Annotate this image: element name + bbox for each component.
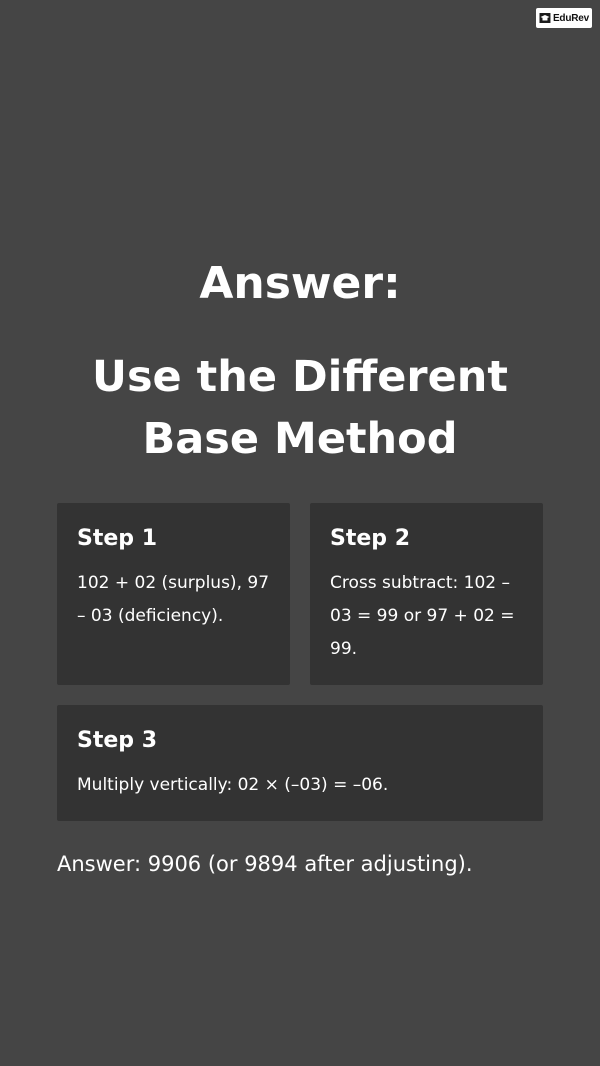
- method-heading-line-1: Use the Different: [92, 352, 508, 402]
- step-1-text: 102 + 02 (surplus), 97 – 03 (deficiency).: [77, 573, 270, 626]
- step-1-card: [57, 503, 290, 685]
- edurev-logo: [536, 8, 592, 28]
- final-answer-text: Answer: 9906 (or 9894 after adjusting).: [57, 852, 473, 876]
- step-2-card: [310, 503, 543, 685]
- step-2-title: Step 2: [330, 526, 410, 551]
- brand-name: EduRev: [552, 12, 589, 24]
- graduation-cap-icon: [539, 12, 551, 24]
- answer-heading: Answer:: [199, 258, 401, 309]
- step-3-text: Multiply vertically: 02 × (–03) = –06.: [77, 775, 389, 795]
- step-2-text: Cross subtract: 102 – 03 = 99 or 97 + 02 = 99.: [330, 573, 515, 659]
- step-1-title: Step 1: [77, 526, 157, 551]
- step-3-title: Step 3: [77, 728, 157, 753]
- step-3-card: [57, 705, 543, 821]
- method-heading-line-2: Base Method: [142, 414, 458, 464]
- method-heading: [0, 346, 600, 470]
